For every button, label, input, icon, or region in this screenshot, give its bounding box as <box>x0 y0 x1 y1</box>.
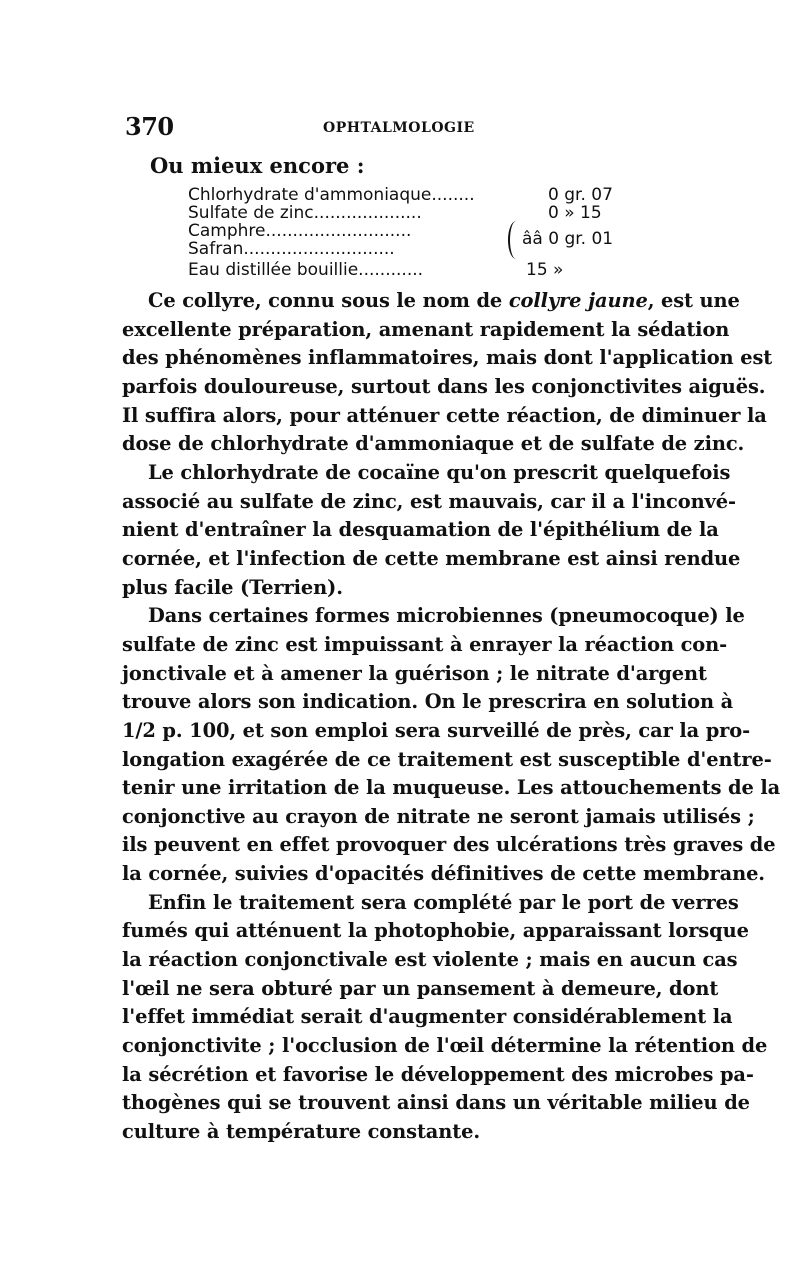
text-line: Le chlorhydrate de cocaïne qu'on prescrit quelquefois <box>148 460 731 484</box>
ingredient-quantity: 0 gr. 07 <box>548 185 613 205</box>
text-line: dose de chlorhydrate d'ammoniaque et de sulfate de zinc. <box>122 432 745 456</box>
text-line: associé au sulfate de zinc, est mauvais, car il a l'inconvé- <box>122 489 736 513</box>
text-line: nient d'entraîner la desquamation de l'épithélium de la <box>122 518 719 542</box>
text-line: ils peuvent en effet provoquer des ulcérations très graves de <box>122 833 776 857</box>
page-number: 370 <box>125 112 174 141</box>
ingredient-name: Sulfate de zinc.................... <box>188 203 422 223</box>
grouping-brace <box>508 221 518 259</box>
ingredient-quantity: 0 » 15 <box>548 203 602 223</box>
italic-term: collyre jaune <box>508 289 648 312</box>
text-line: conjonctive au crayon de nitrate ne seront jamais utilisés ; <box>122 804 755 828</box>
text-line: 1/2 p. 100, et son emploi sera surveillé de près, car la pro- <box>122 718 751 742</box>
text-line: tenir une irritation de la muqueuse. Les attouchements de la <box>122 776 781 800</box>
text-line: excellente préparation, amenant rapidement la sédation <box>122 317 730 341</box>
prescription-formula <box>188 184 658 284</box>
text-line: culture à température constante. <box>122 1120 481 1144</box>
text-line: Dans certaines formes microbiennes (pneumocoque) le <box>148 604 745 628</box>
text-line: la sécrétion et favorise le développement des microbes pa- <box>122 1062 754 1086</box>
text-line: plus facile (Terrien). <box>122 575 343 599</box>
formula-intro: Ou mieux encore : <box>150 153 365 178</box>
ingredient-name: Camphre........................... <box>188 221 412 241</box>
text-line: trouve alors son indication. On le prescrira en solution à <box>122 690 734 714</box>
ingredient-quantity: 15 » <box>526 260 564 280</box>
shared-quantity: ââ 0 gr. 01 <box>522 229 614 249</box>
body-text <box>122 287 781 1147</box>
text-line: jonctivale et à amener la guérison ; le nitrate d'argent <box>122 661 707 685</box>
text-line: Il suffira alors, pour atténuer cette réaction, de diminuer la <box>122 403 767 427</box>
text-line: sulfate de zinc est impuissant à enrayer la réaction con- <box>122 632 728 656</box>
text-line: la réaction conjonctivale est violente ; mais en aucun cas <box>122 948 738 972</box>
text-line: fumés qui atténuent la photophobie, apparaissant lorsque <box>122 919 749 943</box>
text-line: l'effet immédiat serait d'augmenter considérablement la <box>122 1005 733 1029</box>
page-header <box>125 112 685 146</box>
ingredient-name: Safran............................ <box>188 239 395 259</box>
ingredient-name: Chlorhydrate d'ammoniaque........ <box>188 185 475 205</box>
text-line: cornée, et l'infection de cette membrane est ainsi rendue <box>122 546 741 570</box>
ingredient-name: Eau distillée bouillie............ <box>188 260 424 280</box>
text-line: des phénomènes inflammatoires, mais dont l'application est <box>122 346 773 370</box>
text-line: la cornée, suivies d'opacités définitives de cette membrane. <box>122 862 765 886</box>
text-line: l'œil ne sera obturé par un pansement à demeure, dont <box>122 976 719 1000</box>
running-title: OPHTALMOLOGIE <box>323 120 475 136</box>
text-line: conjonctivite ; l'occlusion de l'œil détermine la rétention de <box>122 1034 768 1058</box>
text-line: Ce collyre, connu sous le nom de collyre jaune, est une <box>148 289 740 312</box>
text-line: parfois douloureuse, surtout dans les conjonctivites aiguës. <box>122 374 766 398</box>
text-line: longation exagérée de ce traitement est susceptible d'entre- <box>122 747 772 771</box>
text-line: thogènes qui se trouvent ainsi dans un véritable milieu de <box>122 1091 750 1115</box>
text-line: Enfin le traitement sera complété par le port de verres <box>148 890 739 914</box>
